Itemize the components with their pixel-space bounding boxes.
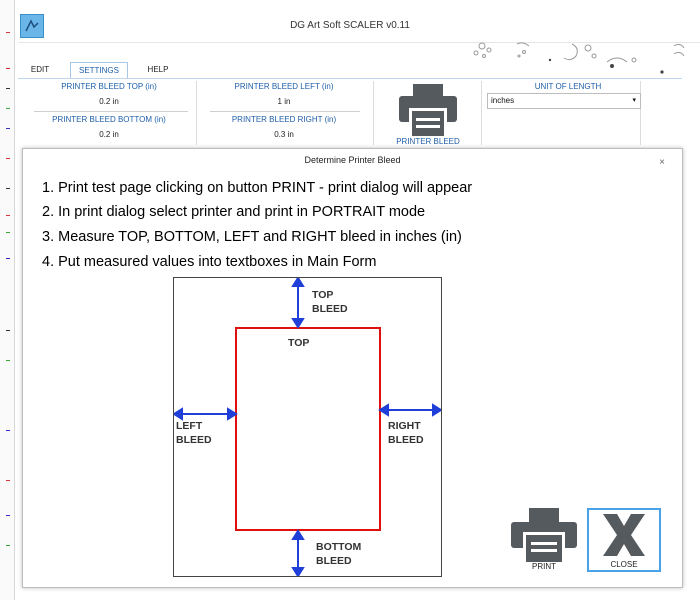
dialog-title: Determine Printer Bleed (304, 155, 401, 165)
separator (196, 81, 197, 145)
bleed-left-field[interactable]: 1 in (277, 97, 291, 106)
close-x-icon (589, 510, 659, 560)
strip-mark (6, 232, 10, 233)
strip-mark (6, 480, 10, 481)
bleed-right-label: PRINTER BLEED RIGHT (in) (231, 115, 337, 124)
printer-bleed-button[interactable] (393, 82, 463, 140)
print-button-label: PRINT (532, 562, 556, 571)
bottom-bleed-label (316, 540, 361, 568)
strip-mark (6, 258, 10, 259)
top-bleed-line2: BLEED (312, 303, 348, 315)
instruction-line: 4. Put measured values into textboxes in Main Form (42, 254, 377, 270)
bleed-bottom-field[interactable]: 0.2 in (99, 130, 119, 139)
strip-mark (6, 32, 10, 33)
right-bleed-line1: RIGHT (388, 420, 421, 432)
strip-mark (6, 215, 10, 216)
page-top-label: TOP (288, 337, 310, 349)
divider (210, 111, 360, 112)
tab-help[interactable]: HELP (147, 65, 169, 74)
strip-mark (6, 128, 10, 129)
bottom-bleed-line1: BOTTOM (316, 541, 362, 553)
settings-ribbon (18, 78, 682, 149)
instruction-line: 3. Measure TOP, BOTTOM, LEFT and RIGHT bleed in inches (in) (42, 229, 462, 245)
close-button-label: CLOSE (610, 560, 638, 569)
strip-mark (6, 430, 10, 431)
instruction-line: 2. In print dialog select printer and print in PORTRAIT mode (42, 204, 426, 220)
printer-bleed-label: PRINTER BLEED (396, 137, 460, 146)
strip-mark (6, 68, 10, 69)
tab-edit[interactable]: EDIT (30, 65, 50, 74)
dropdown-arrow-icon: ▾ (632, 97, 636, 104)
left-bleed-line2: BLEED (176, 434, 212, 446)
strip-mark (6, 515, 10, 516)
unit-of-length-label: UNIT OF LENGTH (534, 82, 602, 91)
strip-mark (6, 108, 10, 109)
right-bleed-label (388, 419, 424, 447)
dialog-close-icon[interactable]: × (659, 157, 665, 168)
bleed-top-field[interactable]: 0.2 in (99, 97, 119, 106)
unit-of-length-value: inches (491, 96, 515, 105)
separator (481, 81, 482, 145)
strip-mark (6, 360, 10, 361)
bleed-right-field[interactable]: 0.3 in (274, 130, 294, 139)
unit-of-length-select[interactable] (487, 93, 641, 109)
window-title: DG Art Soft SCALER v0.11 (290, 20, 410, 31)
top-bleed-line1: TOP (312, 289, 334, 301)
decorative-flourish (462, 36, 700, 78)
left-bleed-label (176, 419, 212, 447)
printer-icon (507, 508, 581, 562)
strip-mark (6, 88, 10, 89)
left-bleed-line1: LEFT (176, 420, 203, 432)
strip-mark (6, 330, 10, 331)
printer-icon (393, 82, 463, 138)
tab-settings[interactable]: SETTINGS (70, 62, 128, 79)
separator (640, 81, 641, 145)
bottom-bleed-line2: BLEED (316, 555, 352, 567)
separator (373, 81, 374, 145)
left-edge-strip (0, 0, 15, 600)
bleed-diagram (173, 277, 442, 577)
strip-mark (6, 158, 10, 159)
divider (34, 111, 188, 112)
bleed-bottom-label: PRINTER BLEED BOTTOM (in) (52, 115, 166, 124)
page-outline (236, 328, 380, 530)
right-bleed-line2: BLEED (388, 434, 424, 446)
strip-mark (6, 188, 10, 189)
instruction-line: 1. Print test page clicking on button PRINT - print dialog will appear (42, 180, 473, 196)
close-button[interactable] (587, 508, 661, 572)
bleed-left-label: PRINTER BLEED LEFT (in) (234, 82, 334, 91)
bleed-top-label: PRINTER BLEED TOP (in) (61, 82, 157, 91)
print-button[interactable] (507, 508, 581, 572)
top-bleed-label (312, 288, 348, 316)
strip-mark (6, 545, 10, 546)
